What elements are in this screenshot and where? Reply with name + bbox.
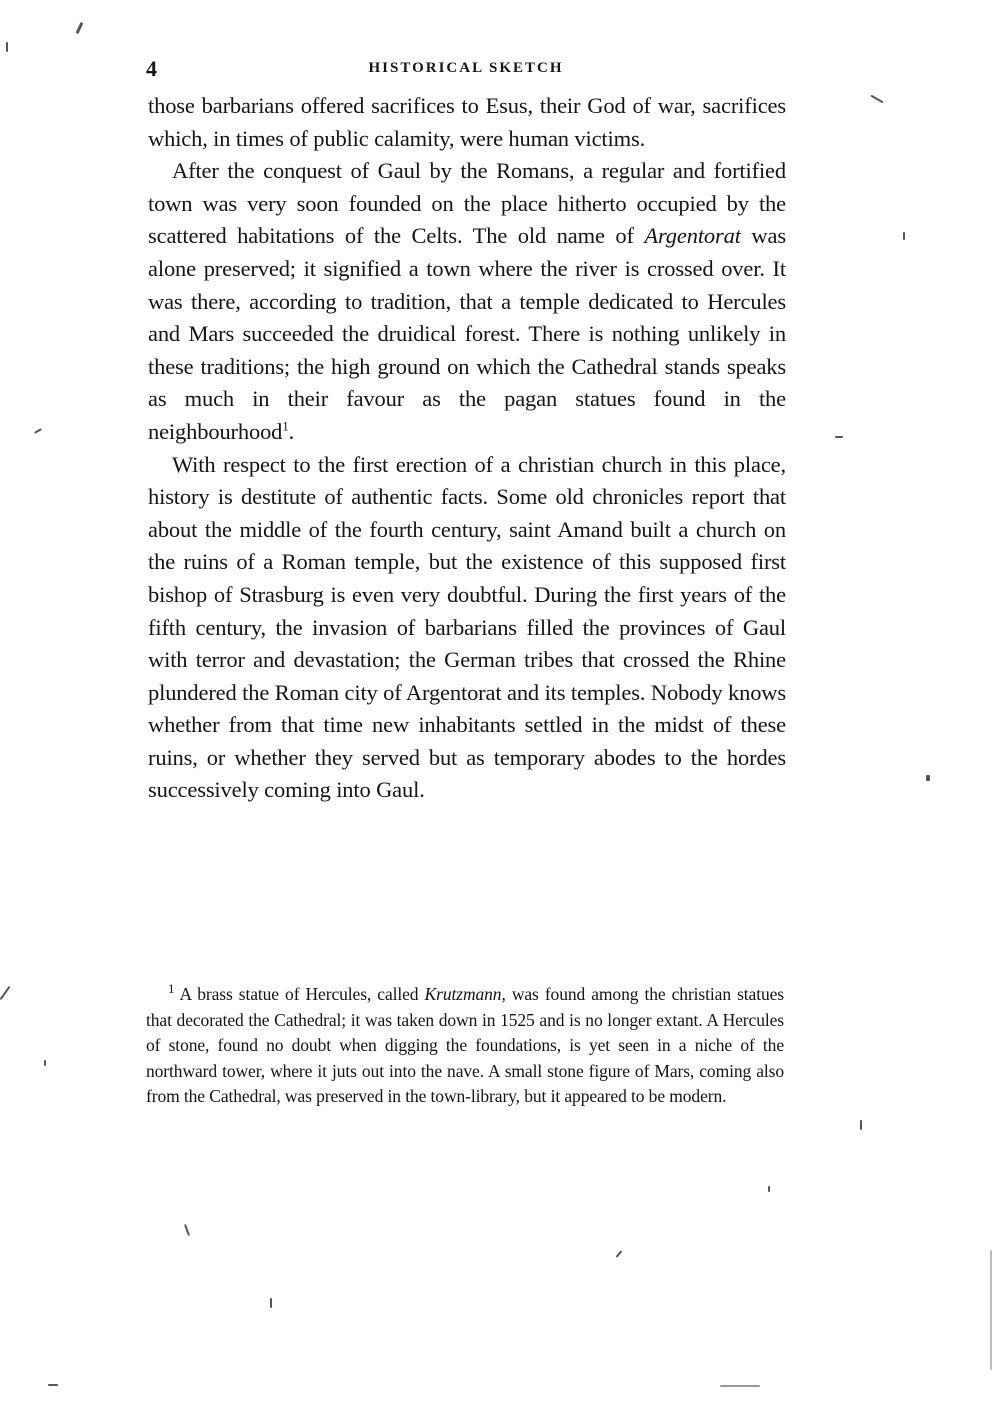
footnote-text-start: A brass statue of Hercules, called bbox=[174, 984, 425, 1004]
paragraph-1 bbox=[148, 90, 786, 155]
scan-speck bbox=[860, 1120, 862, 1130]
body-text bbox=[148, 90, 786, 807]
scan-speck bbox=[903, 232, 905, 240]
scan-speck bbox=[44, 1060, 46, 1066]
argentorat-italic: Argentorat bbox=[644, 223, 741, 249]
footnote-mark: 1 bbox=[168, 981, 175, 997]
scan-speck bbox=[926, 775, 930, 781]
scan-speck bbox=[76, 22, 84, 34]
paragraph-3 bbox=[148, 449, 786, 808]
page-header bbox=[146, 56, 786, 82]
paragraph-3-text: With respect to the first erection of a christian church in this place, history is destitute of authentic facts. Some old chronicles report that about the middle of the fourth century, saint Amand built a church on the ruins of a Roman temple, but the existence of this supposed first bishop of Strasburg is even very doubtful. During the first years of the fifth century, the invasion of barbarians filled the provinces of Gaul with terror and devastation; the German tribes that crossed the Rhine plundered the Roman city of Argentorat and its temples. Nobody knows whether from that time new inhabitants settled in the midst of these ruins, or whether they served but as temporary abodes to the hordes successively coming into Gaul. bbox=[148, 451, 786, 803]
page-number: 4 bbox=[146, 56, 157, 81]
scan-speck bbox=[870, 95, 883, 104]
scan-speck bbox=[6, 42, 8, 52]
paragraph-2-text-middle: was alone preserved; it signified a town where the river is crossed over. It was there, according to tradition, that a temple dedicated to Hercules and Mars succeeded the druidical forest. There is nothing unlikely in these traditions; the high ground on which the Cathedral stands speaks as much in their favour as the pagan statues found in the neighbourhood bbox=[148, 223, 786, 444]
scan-speck bbox=[184, 1224, 190, 1236]
paragraph-2-text-end: . bbox=[288, 418, 295, 444]
scan-speck bbox=[768, 1186, 770, 1192]
scan-speck bbox=[34, 428, 42, 434]
footnote-text-end: , was found among the christian statues that decorated the Cathedral; it was taken down in 1525 and is no longer extant. A Hercules of stone, found no doubt when digging the foundations, is yet seen in a niche of the northward tower, where it juts out into the nave. A small stone figure of Mars, coming also from the Cathedral, was preserved in the town-library, but it appeared to be modern. bbox=[146, 984, 785, 1106]
footnote bbox=[146, 982, 784, 1110]
footnote-reference: 1 bbox=[282, 418, 289, 434]
paragraph-2-text-start: After the conquest of Gaul by the Romans, a regular and fortified town was very soon founded on the place hitherto occupied by the scattered habitations of the Celts. The old name of bbox=[148, 158, 786, 249]
running-head: HISTORICAL SKETCH bbox=[368, 60, 564, 76]
scan-speck bbox=[48, 1384, 58, 1386]
krutzmann-italic: Krutzmann bbox=[424, 984, 502, 1004]
scan-speck bbox=[720, 1385, 760, 1387]
paragraph-2 bbox=[148, 155, 786, 448]
scan-speck bbox=[990, 1250, 992, 1370]
paragraph-1-text: those barbarians offered sacrifices to Esus, their God of war, sacrifices which, in times of public calamity, were human victims. bbox=[148, 93, 786, 151]
scan-speck bbox=[835, 436, 843, 438]
scan-speck bbox=[270, 1298, 272, 1308]
scan-speck bbox=[0, 986, 10, 1000]
scan-speck bbox=[616, 1250, 623, 1257]
